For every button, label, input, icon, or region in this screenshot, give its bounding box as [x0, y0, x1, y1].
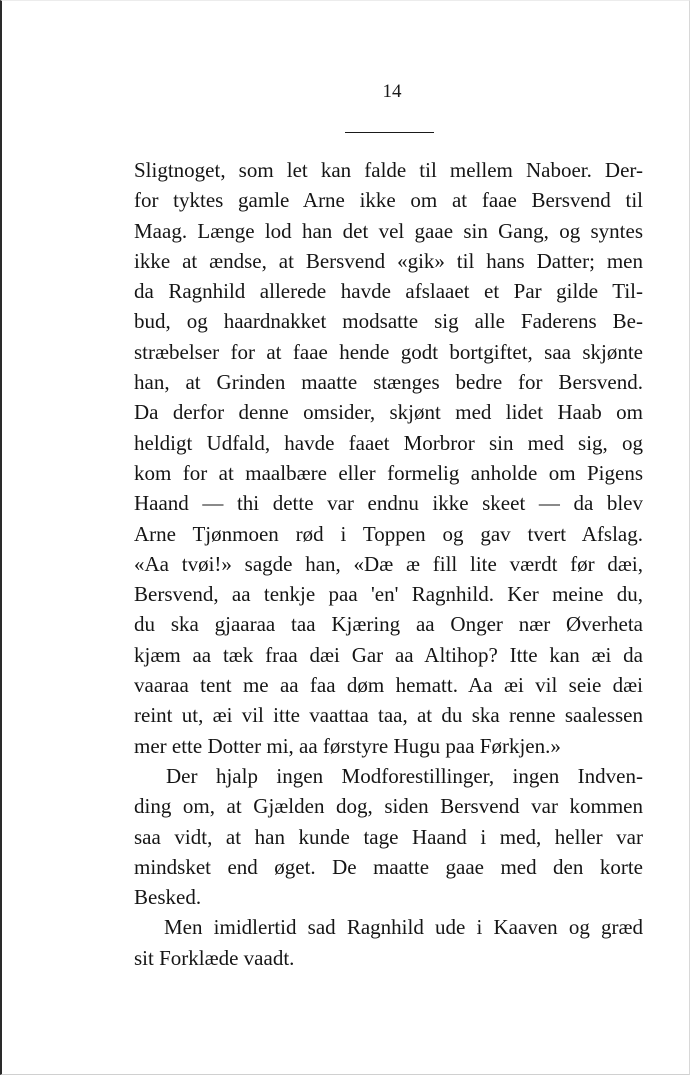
text-line: ikke at ændse, at Bersvend «gik» til hans Datter; men	[134, 248, 643, 273]
text-line: for tyktes gamle Arne ikke om at faae Bersvend til	[134, 188, 643, 213]
text-line: Sligtnoget, som let kan falde til mellem Naboer. Der-	[134, 158, 643, 182]
text-line: reint ut, æi vil itte vaattaa taa, at du ska renne saalessen	[134, 703, 643, 728]
text-line: Arne Tjønmoen rød i Toppen og gav tvert Afslag.	[134, 521, 643, 546]
text-line: mer ette Dotter mi, aa førstyre Hugu paa Førkjen.»	[134, 733, 561, 758]
page-number: 14	[382, 81, 402, 102]
paragraph	[134, 155, 643, 761]
text-line: ding om, at Gjælden dog, siden Bersvend var kommen	[134, 794, 643, 819]
text-line: heldigt Udfald, havde faaet Morbror sin med sig, og	[134, 430, 643, 455]
text-line: Der hjalp ingen Modforestillinger, ingen Indven-	[166, 763, 643, 788]
text-line: Besked.	[134, 885, 202, 910]
text-line: kjæm aa tæk fraa dæi Gar aa Altihop? Itte kan æi da	[134, 642, 643, 667]
text-line: kom for at maalbære eller formelig anholde om Pigens	[134, 460, 643, 485]
text-line: «Aa tvøi!» sagde han, «Dæ æ fill lite værdt før dæi,	[134, 551, 643, 576]
text-line: mindsket end øget. De maatte gaae med den korte	[134, 854, 643, 879]
text-line: du ska gjaaraa taa Kjæring aa Onger nær Øverheta	[134, 612, 643, 637]
text-line: Bersvend, aa tenkje paa 'en' Ragnhild. Ker meine du,	[134, 582, 643, 607]
paragraph	[134, 761, 643, 912]
text-line: bud, og haardnakket modsatte sig alle Faderens Be-	[134, 309, 643, 334]
text-line: Haand — thi dette var endnu ikke skeet — da blev	[134, 491, 643, 516]
text-line: Men imidlertid sad Ragnhild ude i Kaaven og græd	[164, 915, 643, 940]
text-line: stræbelser for at faae hende godt bortgiftet, saa skjønte	[134, 339, 643, 364]
text-line: da Ragnhild allerede havde afslaaet et Par gilde Til-	[134, 279, 643, 304]
text-line: saa vidt, at han kunde tage Haand i med, heller var	[134, 824, 643, 849]
text-line: Da derfor denne omsider, skjønt med lidet Haab om	[134, 400, 643, 425]
text-line: vaaraa tent me aa faa døm hematt. Aa æi vil seie dæi	[134, 673, 643, 698]
text-line: Maag. Længe lod han det vel gaae sin Gang, og syntes	[134, 218, 643, 243]
paragraph	[134, 912, 643, 973]
body-text	[134, 155, 643, 973]
text-line: sit Forklæde vaadt.	[134, 945, 295, 970]
text-line: han, at Grinden maatte stænges bedre for Bersvend.	[134, 370, 643, 395]
header-rule	[345, 132, 434, 133]
